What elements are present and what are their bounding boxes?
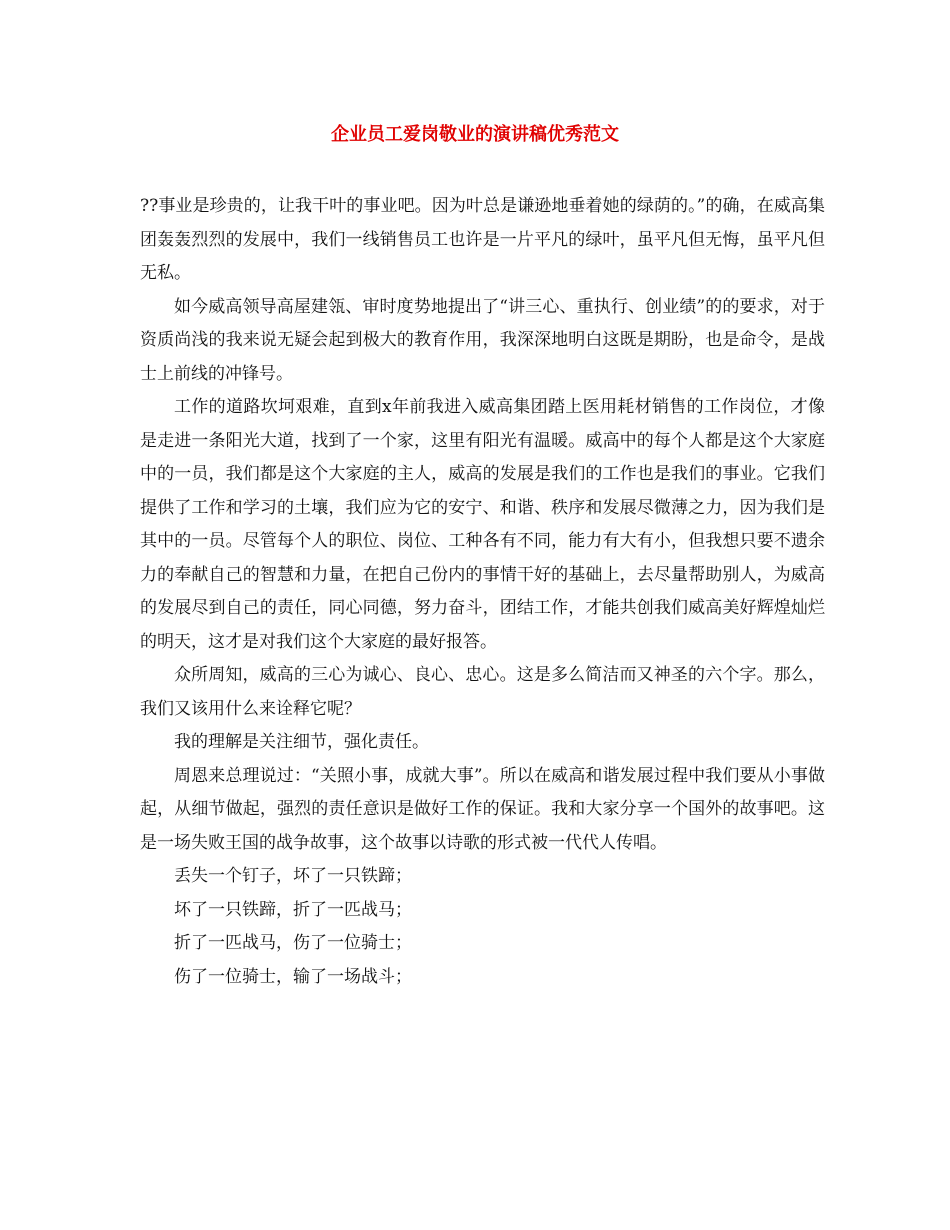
paragraph-4: 众所周知，威高的三心为诚心、良心、忠心。这是多么简洁而又神圣的六个字。那么，我们又该用什么来诠释它呢？ bbox=[140, 665, 825, 719]
verse-line-4: 伤了一位骑士，输了一场战斗； bbox=[174, 966, 412, 987]
verse-line-3: 折了一匹战马，伤了一位骑士； bbox=[174, 933, 412, 953]
document-title: 企业员工爱岗敬业的演讲稿优秀范文 bbox=[331, 124, 619, 145]
verse-line-2: 坏了一只铁蹄，折了一匹战马； bbox=[174, 899, 412, 920]
document-body bbox=[140, 190, 825, 994]
paragraph-5: 我的理解是关注细节，强化责任。 bbox=[174, 732, 429, 752]
paragraph-1: ??事业是珍贵的，让我干叶的事业吧。因为叶总是谦逊地垂着她的绿荫的。”的确，在威高集团轰轰烈烈的发展中，我们一线销售员工也许是一片平凡的绿叶，虽平凡但无悔，虽平凡但无私。 bbox=[140, 196, 825, 283]
paragraph-6: 周恩来总理说过：“关照小事，成就大事”。所以在威高和谐发展过程中我们要从小事做起，从细节做起，强烈的责任意识是做好工作的保证。我和大家分享一个国外的故事吧。这是一场失败王国的战争故事，这个故事以诗歌的形式被一代代人传唱。 bbox=[140, 765, 825, 853]
verse-line-1: 丢失一个钉子，坏了一只铁蹄； bbox=[174, 866, 412, 886]
paragraph-3: 工作的道路坎坷艰难，直到x年前我进入威高集团踏上医用耗材销售的工作岗位，才像是走进一条阳光大道，找到了一个家，这里有阳光有温暖。威高中的每个人都是这个大家庭中的一员，我们都是这个大家庭的主人，威高的发展是我们的工作也是我们的事业。它我们提供了工作和学习的土壤，我们应为它的安宁、和谐、秩序和发展尽微薄之力，因为我们是其中的一员。尽管每个人的职位、岗位、工种各有不同，能力有大有小，但我想只要不遗余力的奉献自己的智慧和力量，在把自己份内的事情干好的基础上，去尽量帮助别人，为威高的发展尽到自己的责任，同心同德，努力奋斗，团结工作，才能共创我们威高美好辉煌灿烂的明天，这才是对我们这个大家庭的最好报答。 bbox=[140, 397, 825, 652]
paragraph-2: 如今威高领导高屋建瓴、审时度势地提出了“讲三心、重执行、创业绩”的的要求，对于资质尚浅的我来说无疑会起到极大的教育作用，我深深地明白这既是期盼，也是命令，是战士上前线的冲锋号。 bbox=[140, 296, 825, 384]
